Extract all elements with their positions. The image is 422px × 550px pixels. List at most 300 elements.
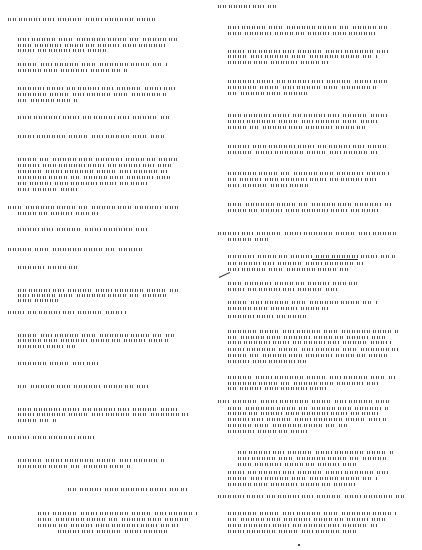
word-mark — [131, 63, 150, 66]
word-mark — [281, 387, 307, 390]
word-mark — [106, 311, 122, 314]
word-mark — [38, 512, 50, 515]
word-mark — [259, 50, 280, 53]
word-mark — [29, 289, 50, 292]
word-mark — [133, 135, 148, 138]
word-mark — [112, 524, 138, 527]
word-mark — [340, 268, 348, 271]
word-mark — [105, 488, 118, 491]
word-mark — [286, 209, 299, 212]
text-line — [228, 126, 368, 129]
word-mark — [336, 232, 356, 235]
word-mark — [253, 5, 265, 8]
word-mark — [259, 471, 280, 474]
word-mark — [55, 63, 79, 66]
word-mark — [18, 362, 47, 365]
word-mark — [277, 203, 296, 206]
page-dot — [298, 544, 300, 546]
word-mark — [92, 413, 103, 416]
text-line — [228, 32, 378, 35]
word-mark — [275, 151, 304, 154]
word-mark — [357, 262, 364, 265]
word-mark — [88, 164, 105, 167]
word-mark — [373, 86, 378, 89]
word-mark — [324, 512, 339, 515]
word-mark — [341, 301, 360, 304]
text-line — [68, 488, 188, 491]
word-mark — [251, 55, 262, 58]
word-mark — [18, 99, 28, 102]
word-mark — [371, 114, 387, 117]
word-mark — [283, 330, 294, 333]
text-line — [18, 212, 98, 215]
word-mark — [240, 387, 262, 390]
word-mark — [91, 69, 109, 72]
word-mark — [283, 471, 295, 474]
word-mark — [372, 518, 385, 521]
word-mark — [228, 336, 238, 339]
word-mark — [147, 158, 156, 161]
word-mark — [228, 301, 248, 304]
word-mark — [32, 294, 56, 297]
word-mark — [18, 170, 43, 173]
text-line — [228, 354, 388, 357]
word-mark — [297, 86, 321, 89]
word-mark — [228, 471, 245, 474]
text-line — [228, 238, 268, 241]
word-mark — [41, 63, 52, 66]
word-mark — [243, 184, 268, 187]
word-mark — [326, 288, 338, 291]
word-mark — [279, 530, 299, 533]
word-mark — [337, 172, 364, 175]
word-mark — [106, 135, 130, 138]
word-mark — [100, 512, 129, 515]
word-mark — [302, 412, 328, 415]
word-mark — [290, 184, 308, 187]
word-mark — [228, 477, 248, 480]
word-mark — [44, 69, 58, 72]
word-mark — [87, 362, 98, 365]
word-mark — [371, 341, 387, 344]
text-line — [228, 483, 358, 486]
word-mark — [252, 418, 264, 421]
word-mark — [343, 114, 368, 117]
word-mark — [172, 524, 178, 527]
word-mark — [46, 170, 62, 173]
word-mark — [71, 176, 81, 179]
word-mark — [34, 116, 60, 119]
word-mark — [18, 459, 43, 462]
word-mark — [314, 336, 332, 339]
word-mark — [228, 120, 244, 123]
word-mark — [361, 255, 378, 258]
word-mark — [57, 99, 71, 102]
word-mark — [345, 495, 361, 498]
text-line — [228, 530, 358, 533]
word-mark — [82, 334, 97, 337]
text-line — [8, 436, 98, 439]
text-line — [238, 463, 358, 466]
word-mark — [122, 518, 145, 521]
word-mark — [126, 158, 144, 161]
word-mark — [123, 44, 136, 47]
word-mark — [18, 294, 29, 297]
word-mark — [132, 93, 160, 96]
word-mark — [301, 61, 319, 64]
word-mark — [292, 55, 307, 58]
word-mark — [18, 385, 28, 388]
word-mark — [151, 135, 164, 138]
word-mark — [371, 151, 378, 154]
word-mark — [275, 32, 293, 35]
word-mark — [257, 232, 282, 235]
word-mark — [228, 530, 244, 533]
word-mark — [298, 471, 323, 474]
text-line — [238, 451, 394, 454]
word-mark — [316, 120, 340, 123]
word-mark — [96, 289, 112, 292]
word-mark — [228, 288, 245, 291]
word-mark — [320, 172, 334, 175]
word-mark — [310, 387, 327, 390]
word-mark — [94, 408, 115, 411]
word-mark — [51, 212, 73, 215]
word-mark — [273, 424, 301, 427]
word-mark — [106, 248, 116, 251]
word-mark — [304, 341, 325, 344]
word-mark — [49, 436, 75, 439]
word-mark — [121, 488, 147, 491]
word-mark — [58, 18, 83, 21]
word-mark — [161, 170, 168, 173]
word-mark — [169, 38, 178, 41]
word-mark — [53, 419, 58, 422]
word-mark — [307, 151, 327, 154]
word-mark — [355, 80, 371, 83]
word-mark — [390, 451, 394, 454]
word-mark — [18, 158, 37, 161]
text-line — [228, 407, 388, 410]
word-mark — [228, 178, 237, 181]
word-mark — [166, 334, 176, 337]
underline-mark — [312, 259, 358, 260]
word-mark — [363, 55, 373, 58]
word-mark — [48, 266, 66, 269]
word-mark — [97, 459, 117, 462]
word-mark — [283, 86, 294, 89]
word-mark — [40, 419, 50, 422]
word-mark — [286, 412, 299, 415]
word-mark — [268, 5, 278, 8]
word-mark — [256, 376, 272, 379]
word-mark — [117, 87, 142, 90]
word-mark — [83, 408, 91, 411]
word-mark — [61, 339, 88, 342]
word-mark — [182, 413, 188, 416]
text-line — [218, 495, 404, 498]
word-mark — [278, 495, 299, 498]
word-mark — [379, 26, 388, 29]
word-mark — [283, 512, 294, 515]
text-line — [18, 419, 58, 422]
word-mark — [233, 400, 258, 403]
word-mark — [389, 376, 396, 379]
word-mark — [110, 176, 124, 179]
text-line — [38, 512, 198, 515]
word-mark — [312, 407, 335, 410]
word-mark — [385, 407, 388, 410]
word-mark — [295, 418, 311, 421]
word-mark — [228, 418, 249, 421]
word-mark — [263, 126, 286, 129]
word-mark — [376, 55, 378, 58]
word-mark — [285, 232, 301, 235]
word-mark — [98, 44, 120, 47]
word-mark — [297, 512, 321, 515]
word-mark — [273, 341, 290, 344]
word-mark — [84, 176, 107, 179]
word-mark — [38, 49, 46, 52]
text-line — [18, 158, 178, 161]
word-mark — [248, 471, 256, 474]
word-mark — [18, 299, 32, 302]
word-mark — [43, 18, 55, 21]
word-mark — [74, 385, 101, 388]
word-mark — [291, 430, 308, 433]
word-mark — [338, 203, 352, 206]
word-mark — [163, 93, 168, 96]
word-mark — [355, 407, 382, 410]
word-mark — [47, 345, 64, 348]
word-mark — [263, 262, 275, 265]
word-mark — [33, 436, 46, 439]
word-mark — [254, 483, 268, 486]
word-mark — [228, 92, 238, 95]
word-mark — [242, 26, 266, 29]
word-mark — [228, 151, 253, 154]
word-mark — [35, 44, 62, 47]
word-mark — [328, 341, 340, 344]
word-mark — [316, 255, 329, 258]
text-line — [228, 282, 358, 285]
word-mark — [294, 382, 317, 385]
text-line — [228, 477, 378, 480]
word-mark — [53, 289, 65, 292]
text-line — [218, 400, 394, 403]
word-mark — [218, 232, 239, 235]
text-line — [228, 412, 378, 415]
word-mark — [159, 158, 178, 161]
word-mark — [41, 334, 52, 337]
word-mark — [338, 407, 352, 410]
word-mark — [133, 413, 148, 416]
word-mark — [312, 400, 332, 403]
text-line — [18, 294, 168, 297]
word-mark — [247, 495, 264, 498]
word-mark — [381, 255, 389, 258]
word-mark — [349, 282, 358, 285]
word-mark — [326, 424, 336, 427]
word-mark — [132, 512, 152, 515]
word-mark — [293, 114, 301, 117]
text-line — [18, 93, 168, 96]
word-mark — [26, 206, 54, 209]
word-mark — [336, 354, 354, 357]
text-line — [18, 63, 168, 66]
word-mark — [143, 38, 166, 41]
word-mark — [355, 203, 382, 206]
word-mark — [326, 50, 342, 53]
word-mark — [82, 530, 94, 533]
word-mark — [8, 206, 23, 209]
word-mark — [335, 451, 364, 454]
word-mark — [228, 209, 246, 212]
word-mark — [304, 524, 325, 527]
word-mark — [306, 262, 322, 265]
word-mark — [76, 212, 89, 215]
text-line — [18, 385, 148, 388]
word-mark — [150, 488, 167, 491]
word-mark — [316, 530, 340, 533]
word-mark — [330, 151, 341, 154]
word-mark — [339, 424, 348, 427]
word-mark — [149, 339, 162, 342]
word-mark — [133, 408, 158, 411]
word-mark — [301, 307, 319, 310]
word-mark — [343, 348, 358, 351]
word-mark — [308, 282, 330, 285]
word-mark — [67, 345, 75, 348]
word-mark — [341, 178, 362, 181]
word-mark — [373, 330, 392, 333]
word-mark — [302, 348, 313, 351]
word-mark — [127, 176, 154, 179]
word-mark — [61, 69, 88, 72]
text-line — [8, 248, 144, 251]
word-mark — [285, 463, 303, 466]
word-mark — [137, 18, 157, 21]
word-mark — [310, 301, 338, 304]
word-mark — [170, 488, 178, 491]
word-mark — [87, 93, 111, 96]
word-mark — [385, 203, 392, 206]
word-mark — [65, 44, 83, 47]
word-mark — [289, 354, 303, 357]
word-mark — [18, 69, 41, 72]
word-mark — [85, 228, 101, 231]
word-mark — [335, 336, 344, 339]
word-mark — [372, 336, 385, 339]
word-mark — [267, 518, 281, 521]
word-mark — [326, 471, 342, 474]
word-mark — [261, 412, 283, 415]
word-mark — [8, 436, 30, 439]
word-mark — [228, 80, 254, 83]
text-line — [18, 49, 108, 52]
word-mark — [376, 477, 378, 480]
word-mark — [100, 334, 128, 337]
word-mark — [161, 524, 169, 527]
word-mark — [218, 5, 226, 8]
word-mark — [228, 86, 257, 89]
text-line — [8, 18, 160, 21]
text-line — [228, 376, 396, 379]
text-line — [228, 145, 388, 148]
word-mark — [228, 145, 250, 148]
word-mark — [342, 86, 370, 89]
word-mark — [166, 63, 168, 66]
word-mark — [297, 457, 325, 460]
word-mark — [240, 178, 262, 181]
word-mark — [137, 385, 148, 388]
word-mark — [367, 172, 385, 175]
word-mark — [395, 512, 396, 515]
word-mark — [365, 178, 377, 181]
word-mark — [69, 413, 89, 416]
word-mark — [244, 114, 270, 117]
text-line — [58, 530, 168, 533]
word-mark — [244, 341, 270, 344]
word-mark — [265, 387, 278, 390]
text-line — [18, 362, 98, 365]
word-mark — [59, 38, 74, 41]
word-mark — [143, 164, 155, 167]
word-mark — [330, 178, 338, 181]
word-mark — [289, 126, 303, 129]
word-mark — [161, 408, 177, 411]
word-mark — [18, 44, 32, 47]
word-mark — [96, 158, 123, 161]
word-mark — [130, 294, 140, 297]
word-mark — [396, 495, 404, 498]
word-mark — [271, 184, 287, 187]
word-mark — [248, 288, 256, 291]
word-mark — [228, 184, 240, 187]
word-mark — [228, 203, 243, 206]
word-mark — [127, 465, 130, 468]
text-line — [18, 116, 170, 119]
word-mark — [18, 63, 38, 66]
word-mark — [254, 61, 268, 64]
text-line — [228, 61, 328, 64]
text-line — [18, 408, 180, 411]
text-line — [228, 184, 308, 187]
word-mark — [373, 512, 392, 515]
text-line — [18, 135, 164, 138]
text-line — [228, 86, 378, 89]
word-mark — [347, 336, 369, 339]
word-mark — [342, 330, 370, 333]
word-mark — [125, 311, 126, 314]
word-mark — [104, 228, 133, 231]
word-mark — [279, 120, 299, 123]
word-mark — [269, 26, 284, 29]
word-mark — [97, 530, 122, 533]
word-mark — [252, 457, 276, 460]
word-mark — [120, 182, 128, 185]
word-mark — [229, 5, 250, 8]
word-mark — [345, 50, 374, 53]
word-mark — [34, 408, 60, 411]
word-mark — [119, 164, 140, 167]
word-mark — [336, 126, 354, 129]
word-mark — [362, 209, 378, 212]
word-mark — [115, 289, 144, 292]
word-mark — [269, 145, 295, 148]
word-mark — [343, 463, 356, 466]
word-mark — [78, 87, 99, 90]
